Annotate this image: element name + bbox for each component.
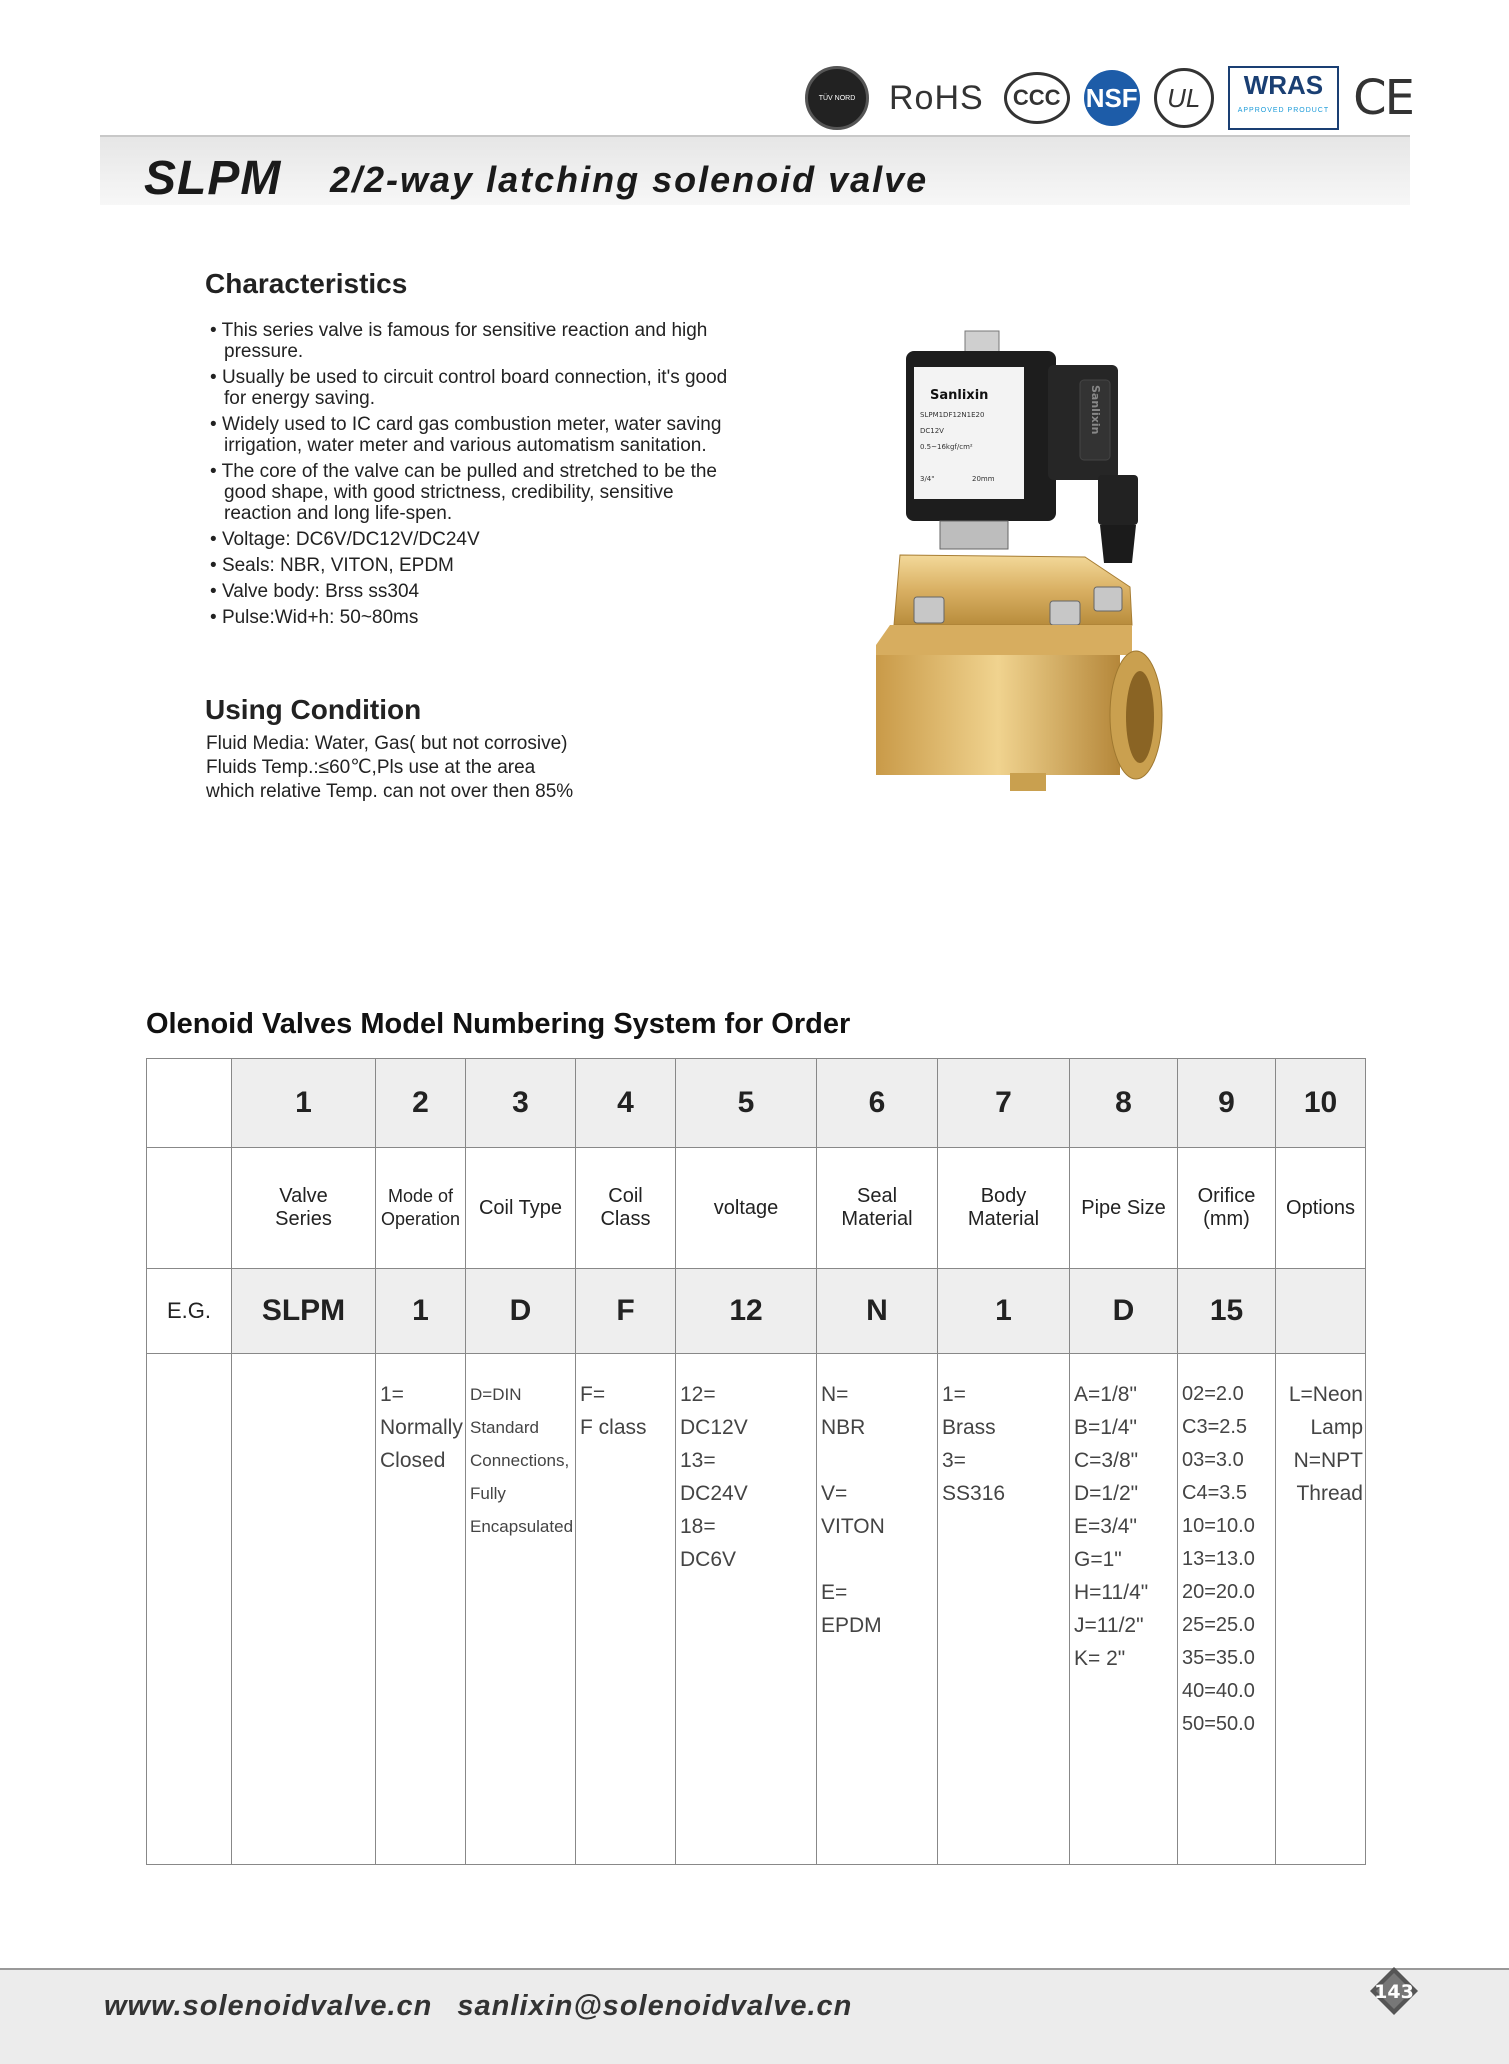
column-label	[676, 1148, 817, 1269]
list-item: • Voltage: DC6V/DC12V/DC24V	[210, 529, 730, 550]
option-text: A=1/8" B=1/4" C=3/8" D=1/2" E=3/4" G=1" H=11/4" J=11/2" K= 2"	[1074, 1383, 1149, 1670]
list-item: • Widely used to IC card gas combustion meter, water saving irrigation, water meter and various automatism sanitation.	[210, 414, 730, 456]
option-cell	[232, 1354, 376, 1865]
ccc-logo: CCC	[1004, 72, 1070, 124]
ul-logo: UL	[1154, 68, 1214, 128]
option-cell	[466, 1354, 576, 1865]
table-row	[147, 1148, 1366, 1269]
position-number: 6	[817, 1059, 938, 1148]
example-value: D	[1070, 1269, 1178, 1354]
label-voltage: DC12V	[920, 427, 944, 435]
option-text: 1= Brass 3= SS316	[942, 1383, 1006, 1505]
label-brand: Sanlixin	[930, 388, 989, 403]
label-text: Coil Class	[600, 1185, 651, 1230]
blank-cell	[147, 1354, 232, 1865]
wras-subtext: APPROVED PRODUCT	[1237, 107, 1330, 114]
list-item: • Valve body: Brss ss304	[210, 581, 730, 602]
list-item: • Pulse:Wid+h: 50~80ms	[210, 607, 730, 628]
column-label	[1070, 1148, 1178, 1269]
condition-line: Fluid Media: Water, Gas( but not corrosive)	[206, 733, 568, 754]
label-text: Body Material	[967, 1185, 1040, 1230]
model-numbering-table	[146, 1058, 1366, 1865]
column-label	[376, 1148, 466, 1269]
label-text: Orifice (mm)	[1197, 1185, 1256, 1230]
column-label	[938, 1148, 1070, 1269]
position-number: 1	[232, 1059, 376, 1148]
footer-links	[104, 1990, 868, 2023]
example-value: SLPM	[232, 1269, 376, 1354]
order-table-title: Olenoid Valves Model Numbering System for Order	[146, 1008, 851, 1040]
example-value: N	[817, 1269, 938, 1354]
column-label	[232, 1148, 376, 1269]
series-name: SLPM	[144, 152, 282, 205]
characteristics-list	[210, 320, 730, 633]
wras-text: WRAS	[1243, 70, 1324, 100]
certification-logos	[805, 66, 1413, 130]
option-cell	[938, 1354, 1070, 1865]
plug-brand: Sanlixin	[1089, 385, 1102, 435]
nsf-logo: NSF	[1084, 70, 1140, 126]
rohs-logo: RoHS	[888, 78, 984, 117]
table-row	[147, 1269, 1366, 1354]
position-number: 7	[938, 1059, 1070, 1148]
label-text: Mode of Operation	[380, 1186, 461, 1229]
label-text: Coil Type	[478, 1196, 562, 1219]
page-title: 2/2-way latching solenoid valve	[330, 159, 929, 200]
option-text: D=DIN Standard Connections, Fully Encapsulated	[470, 1385, 574, 1536]
example-value: F	[576, 1269, 676, 1354]
option-cell	[1070, 1354, 1178, 1865]
corner-cell	[147, 1059, 232, 1148]
email-link[interactable]: sanlixin@solenoidvalve.cn	[457, 1990, 853, 2022]
option-text: L=Neon Lamp N=NPT Thread	[1288, 1383, 1363, 1505]
option-cell	[676, 1354, 817, 1865]
using-condition-text	[206, 732, 573, 804]
position-number: 4	[576, 1059, 676, 1148]
example-value: 1	[376, 1269, 466, 1354]
label-model: SLPM1DF12N1E20	[920, 411, 985, 419]
option-cell	[576, 1354, 676, 1865]
label-size: 3/4"	[920, 475, 935, 483]
title-band	[100, 135, 1410, 205]
option-text: 12= DC12V 13= DC24V 18= DC6V	[680, 1383, 748, 1571]
page-number: 143	[1374, 1981, 1414, 2003]
label-text: Pipe Size	[1081, 1196, 1166, 1219]
condition-line: which relative Temp. can not over then 85%	[206, 781, 574, 802]
website-link[interactable]: www.solenoidvalve.cn	[104, 1990, 433, 2022]
column-label	[1276, 1148, 1366, 1269]
list-item: • This series valve is famous for sensitive reaction and high pressure.	[210, 320, 730, 362]
label-text: voltage	[713, 1196, 779, 1219]
blank-cell	[147, 1148, 232, 1269]
label-orifice: 20mm	[972, 475, 995, 483]
list-item: • Seals: NBR, VITON, EPDM	[210, 555, 730, 576]
example-value: 15	[1178, 1269, 1276, 1354]
position-number: 10	[1276, 1059, 1366, 1148]
label-text: Seal Material	[841, 1185, 913, 1230]
characteristics-heading: Characteristics	[205, 268, 408, 299]
option-cell	[1276, 1354, 1366, 1865]
example-value: D	[466, 1269, 576, 1354]
column-label	[817, 1148, 938, 1269]
option-cell	[376, 1354, 466, 1865]
example-value: 1	[938, 1269, 1070, 1354]
solenoid-valve-image	[870, 325, 1220, 795]
condition-line: Fluids Temp.:≤60℃,Pls use at the area	[206, 757, 536, 778]
label-pressure: 0.5~16kgf/cm²	[920, 443, 973, 451]
ce-logo: CE	[1353, 70, 1413, 126]
position-number: 8	[1070, 1059, 1178, 1148]
table-row	[147, 1059, 1366, 1148]
list-item: • Usually be used to circuit control board connection, it's good for energy saving.	[210, 367, 730, 409]
position-number: 5	[676, 1059, 817, 1148]
example-label: E.G.	[147, 1269, 232, 1354]
option-text: N= NBR V= VITON E= EPDM	[821, 1383, 885, 1637]
option-text: F= F class	[580, 1383, 647, 1439]
page-number-badge	[1368, 1965, 1420, 2017]
column-label	[466, 1148, 576, 1269]
list-item: • The core of the valve can be pulled and stretched to be the good shape, with good strictness, credibility, sensitive reaction and long life-spen.	[210, 461, 730, 524]
tuv-text: TÜV NORD	[818, 94, 856, 102]
column-label	[1178, 1148, 1276, 1269]
column-label	[576, 1148, 676, 1269]
tuv-logo	[805, 66, 869, 130]
option-text: 1= Normally Closed	[380, 1383, 463, 1472]
option-cell	[817, 1354, 938, 1865]
position-number: 3	[466, 1059, 576, 1148]
wras-logo	[1228, 66, 1339, 130]
label-text: Options	[1286, 1196, 1355, 1219]
table-row	[147, 1354, 1366, 1865]
footer	[0, 1968, 1509, 2064]
position-number: 9	[1178, 1059, 1276, 1148]
option-cell	[1178, 1354, 1276, 1865]
using-condition-heading: Using Condition	[205, 694, 422, 725]
option-text: 02=2.0 C3=2.5 03=3.0 C4=3.5 10=10.0 13=13.0 20=20.0 25=25.0 35=35.0 40=40.0 50=50.0	[1182, 1383, 1255, 1735]
example-value: 12	[676, 1269, 817, 1354]
label-text: Valve Series	[275, 1185, 332, 1230]
example-value	[1276, 1269, 1366, 1354]
position-number: 2	[376, 1059, 466, 1148]
